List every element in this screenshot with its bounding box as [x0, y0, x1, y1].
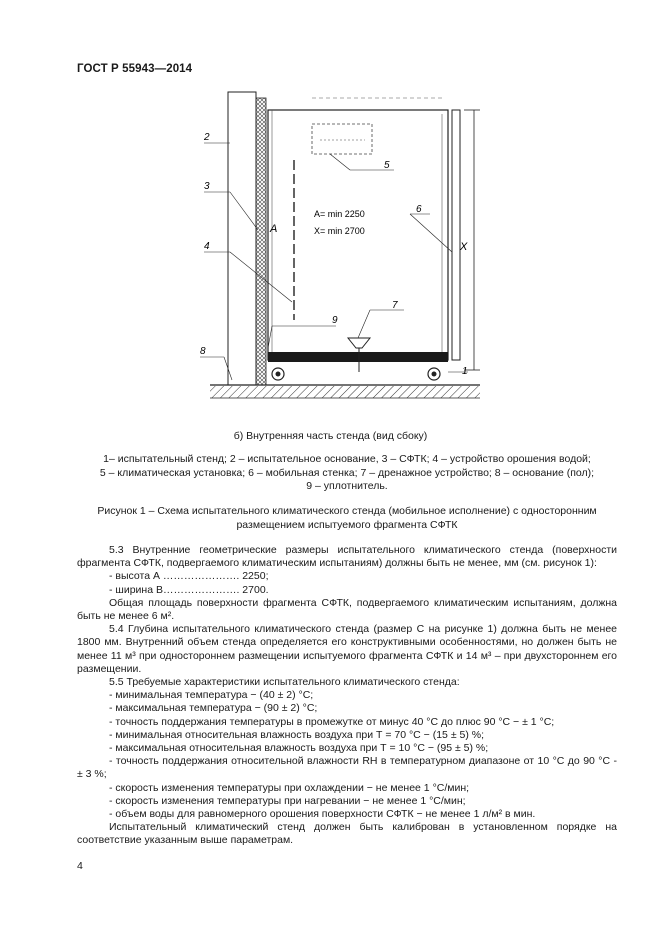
label-9: 9 — [332, 315, 338, 326]
list-item-heating-rate: - скорость изменения температуры при нагревании − не менее 1 °С/мин; — [109, 794, 466, 807]
label-8: 8 — [200, 346, 206, 357]
legend-line-1: 1– испытательный стенд; 2 – испытательное основание, 3 – СФТК; 4 – устройство орошения водой; — [103, 453, 591, 465]
figure-legend — [77, 453, 617, 494]
paragraph-5-3: 5.3 Внутренние геометрические размеры испытательного климатического стенда (поверхности фрагмента СФТК, подвергаемого климатическим испытаниям) должны быть не менее, мм (см. рисунок 1): — [77, 544, 617, 570]
legend-line-3: 9 – уплотнитель. — [306, 480, 388, 492]
paragraph-area: Общая площадь поверхности фрагмента СФТК, подвергаемого климатическим испытаниям, должна быть не менее 6 м². — [77, 596, 617, 623]
list-item-width: - ширина В…………………. 2700. — [109, 583, 269, 596]
list-item-height: - высота А …………………. 2250; — [109, 570, 269, 583]
test-base-wall — [228, 92, 256, 385]
label-6: 6 — [416, 204, 422, 215]
list-item-max-temp: - максимальная температура − (90 ± 2) °С; — [109, 702, 318, 715]
list-item-min-humidity: - минимальная относительная влажность воздуха при Т = 70 °С − (15 ± 5) %; — [109, 728, 485, 741]
label-a: А — [270, 223, 278, 235]
label-3: 3 — [204, 181, 210, 192]
figure-subcaption: б) Внутренняя часть стенда (вид сбоку) — [233, 430, 428, 442]
mobile-wall — [452, 110, 460, 360]
list-item-temp-accuracy: - точность поддержания температуры в промежутке от минус 40 °С до плюс 90 °С − ± 1 °С; — [109, 715, 555, 728]
document-header: ГОСТ Р 55943—2014 — [77, 63, 193, 75]
label-2: 2 — [204, 132, 210, 143]
legend-line-2: 5 – климатическая установка; 6 – мобильная стенка; 7 – дренажное устройство; 8 – основание (пол); — [99, 466, 595, 479]
list-item-water-volume: - объем воды для равномерного орошения поверхности СФТК − не менее 1 л/м² в мин. — [109, 808, 536, 821]
label-x: Х — [460, 241, 468, 253]
list-item-cooling-rate: - скорость изменения температуры при охлаждении − не менее 1 °С/мин; — [109, 781, 470, 794]
test-stand-diagram — [190, 80, 490, 410]
floor-hatch — [210, 386, 480, 398]
label-7: 7 — [392, 300, 398, 311]
paragraph-5-4: 5.4 Глубина испытательного климатического стенда (размер С на рисунке 1) должна быть не менее 1800 мм. Внутренний объем стенда определяется его конструктивными особенностями, но должен быть не менее 11 м³ при одностороннем размещении испытуемого фрагмента СФТК и 14 м³ – при двухстороннем его размещении. — [77, 623, 617, 675]
list-item-min-temp: - минимальная температура − (40 ± 2) °С; — [109, 689, 314, 702]
etics-layer — [256, 98, 266, 385]
climate-unit — [312, 124, 372, 154]
stand-platform — [268, 352, 448, 362]
figure-title — [77, 505, 617, 532]
label-1: 1 — [462, 366, 468, 377]
paragraph-calibration: Испытательный климатический стенд должен быть калиброван в установленном порядке на соответствие указанным выше параметрам. — [77, 821, 617, 847]
list-item-max-humidity: - максимальная относительная влажность воздуха при Т = 10 °С − (95 ± 5) %; — [109, 742, 489, 755]
label-4: 4 — [204, 241, 210, 252]
body-text — [77, 544, 617, 848]
list-item-humidity-accuracy: - точность поддержания относительной влажности RH в температурном диапазоне от 10 °С до 90 °С - ± 3 %; — [77, 755, 617, 781]
page-number: 4 — [77, 860, 83, 872]
figure-title-line-2: размещением испытуемого фрагмента СФТК — [236, 518, 458, 531]
figure-title-line-1: Рисунок 1 – Схема испытательного климатического стенда (мобильное исполнение) с односторонним — [97, 505, 597, 517]
dim-a-text: А= min 2250 — [314, 209, 365, 219]
label-5: 5 — [384, 160, 390, 171]
dim-x-text: X= min 2700 — [314, 226, 365, 236]
drain-device — [348, 338, 370, 348]
paragraph-5-5: 5.5 Требуемые характеристики испытательного климатического стенда: — [109, 676, 460, 689]
